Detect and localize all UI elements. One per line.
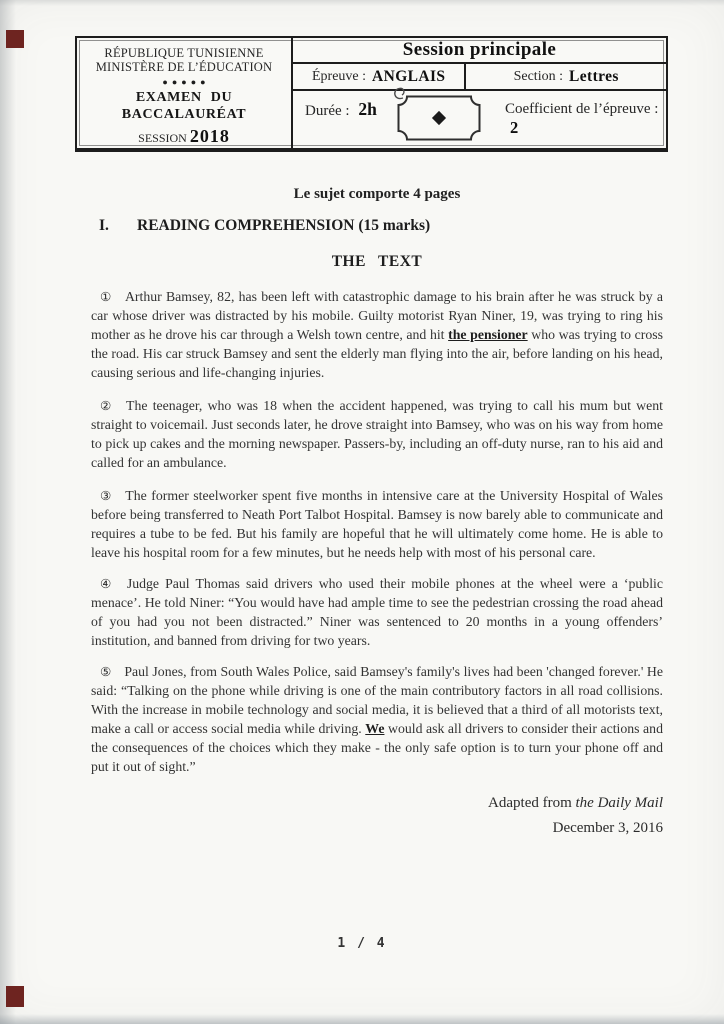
pages-note: Le sujet comporte 4 pages [293, 186, 461, 202]
page-number: 1 / 4 [337, 936, 387, 951]
attribution-prefix: Adapted from [488, 795, 576, 811]
epreuve-label: Épreuve : [311, 68, 367, 84]
session-title: Session principale [293, 38, 666, 64]
pen-squiggle-icon [390, 85, 408, 103]
paragraph-3-marker: ③ [100, 488, 113, 503]
coefficient-value: 2 [510, 118, 519, 137]
paragraph-2-marker: ② [100, 398, 114, 413]
session-year-line [138, 126, 230, 147]
text-title: THE TEXT [331, 253, 423, 270]
republic-line: RÉPUBLIQUE TUNISIENNE [104, 46, 264, 60]
scan-edge-bottom [0, 1014, 724, 1024]
exam-title: EXAMEN DU BACCALAURÉAT [121, 90, 247, 122]
duree-label: Durée : [305, 103, 350, 119]
attribution [91, 791, 663, 841]
corner-mark-bottom-left [6, 986, 24, 1007]
paragraph-2-text: The teenager, who was 18 when the accident happened, was trying to call his mum but went straight to voicemail. Just seconds later, he drove straight into Bamsey, who was on his way from home to pick up cakes and the morning newspaper. Passers-by, including an off-duty nurse, ran to his aid and called for an ambulance. [91, 398, 663, 470]
paragraph-5-text-cont: would ask all drivers to consider their actions and the consequences of the choices which they make - the only safe option is to turn your phone off and put it out of sight.” [91, 721, 663, 774]
paragraph-1-text-cont: who was trying to cross the road. His car struck Bamsey and sent the elderly man flying into the air, before landing on his head, causing serious and life-changing injuries. [91, 327, 663, 380]
paragraph-2 [91, 396, 663, 472]
section-title: READING COMPREHENSION (15 marks) [137, 217, 431, 234]
epreuve-cell [293, 64, 466, 89]
exam-info-block [293, 38, 666, 148]
paragraph-3-text: The former steelworker spent five months in intensive care at the University Hospital of Wales before being transferred to Neath Port Talbot Hospital. Bamsey is now barely able to communicate and requires a tube to be fed. But his family are hopeful that he will ultimately come home. He is able to leave his hospital room for a few minutes, but he needs help with most of his personal care. [91, 488, 663, 560]
paragraph-1-text: Arthur Bamsey, 82, has been left with catastrophic damage to his brain after he was struck by a car whose driver was distracted by his mobile. Guilty motorist Ryan Niner, 19, was trying to ring his mother as he drove his car through a Welsh town centre, and hit [91, 289, 663, 342]
paragraph-1 [91, 287, 663, 382]
plaque-outline [396, 94, 482, 142]
diamond-icon [432, 111, 446, 125]
institution-block [77, 38, 293, 148]
paragraph-4-marker: ④ [100, 576, 114, 591]
paragraph-5-text: Paul Jones, from South Wales Police, said Bamsey's family's lives had been 'changed forever.' He said: “Talking on the phone while driving is one of the main contributory factors in all road collisions. With the increase in mobile technology and social media, it is believed that a third of all motorists text, make a call or access social media while driving. [91, 664, 663, 736]
scan-edge-left [0, 0, 16, 1024]
underlined-term-pensioner: the pensioner [448, 327, 528, 342]
paragraph-5-marker: ⑤ [100, 664, 112, 679]
section-heading [99, 217, 430, 235]
attribution-source-line [91, 791, 663, 816]
paragraph-5 [91, 662, 663, 776]
scan-edge-top [0, 0, 724, 6]
coefficient-label: Coefficient de l’épreuve : [505, 101, 659, 117]
corner-mark-top-left [6, 30, 24, 48]
section-number: I. [99, 217, 109, 234]
attribution-source: the Daily Mail [575, 795, 663, 811]
paragraph-1-marker: ① [100, 289, 112, 304]
exam-header-box [75, 36, 668, 152]
session-year: 2018 [189, 126, 230, 146]
session-label: SESSION [138, 131, 187, 145]
separator-dots: ●●●●● [162, 77, 210, 87]
paragraph-4 [91, 574, 663, 650]
section-cell [466, 64, 666, 89]
duree-value: 2h [358, 99, 377, 119]
stamp-badge [396, 94, 482, 142]
section-label: Section : [513, 68, 563, 84]
subject-row [293, 64, 666, 91]
coefficient-cell [505, 101, 666, 138]
paragraph-4-text: Judge Paul Thomas said drivers who used their mobile phones at the wheel were a ‘public menace’. He told Niner: “You would have had ample time to see the pedestrian crossing the road ahead of you had you not been distracted.” Niner was sentenced to 20 months in a young offenders’ institution, and banned from driving for two years. [91, 576, 663, 648]
section-value: Lettres [568, 67, 619, 85]
epreuve-value: ANGLAIS [372, 67, 446, 85]
duree-cell [305, 99, 377, 120]
duration-row [293, 91, 666, 148]
attribution-date: December 3, 2016 [552, 820, 663, 836]
underlined-term-we: We [365, 721, 385, 736]
paragraph-3 [91, 486, 663, 562]
ministry-line: MINISTÈRE DE L’ÉDUCATION [95, 60, 273, 74]
